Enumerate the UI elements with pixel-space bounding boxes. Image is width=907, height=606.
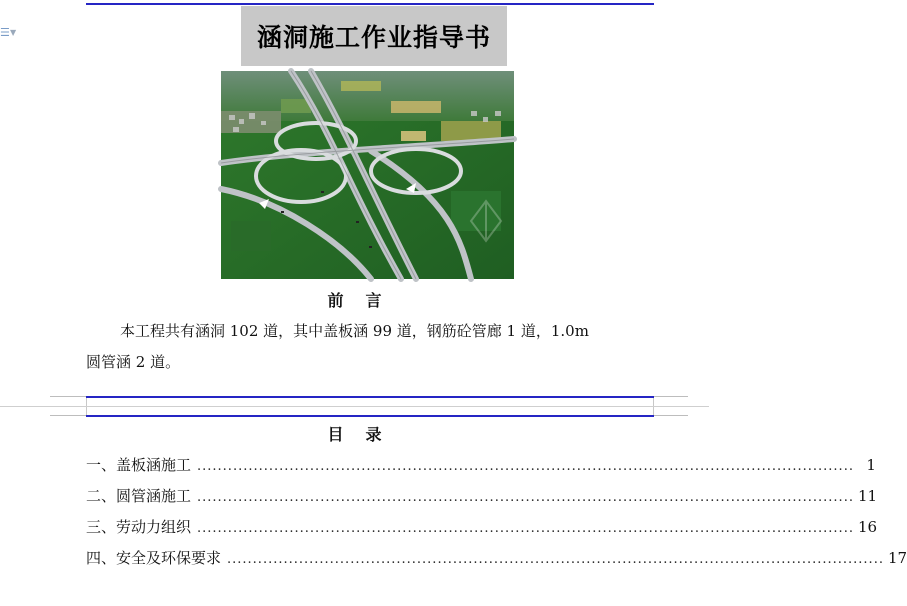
toc-entry-page: 1 [866,456,876,474]
preface-paragraph [86,316,656,378]
title-highlight [241,6,507,66]
chevron-down-icon: ▼ [10,28,17,37]
preface-heading: 前言 [327,291,404,310]
toc-entry[interactable] [86,512,878,543]
page-corner-mark [50,415,86,416]
preface-line-2: 圆管涵 2 道。 [86,353,181,371]
toc-entry[interactable] [86,450,876,481]
toc-entry-page: 16 [857,518,878,536]
toc-entry[interactable] [86,543,907,574]
toc-entry-label: 一、盖板涵施工 [86,456,192,474]
toc-entry-label: 二、圆管涵施工 [86,487,192,505]
paragraph-style-icon: ☰ [0,26,10,39]
toc-heading: 目录 [327,425,404,444]
toc-leader-dots: ................................................................................................................................ [197,521,854,536]
toc-leader-dots: ................................................................................................................................ [197,490,854,505]
toc-entry[interactable] [86,481,878,512]
toc-leader-dots: ................................................................................................................................ [227,552,884,567]
page-separator [0,406,709,407]
highway-interchange-photo [221,71,514,279]
toc-entry-label: 四、安全及环保要求 [86,549,222,567]
toc-leader-dots: ................................................................................................................................ [197,459,854,474]
toc-entry-label: 三、劳动力组织 [86,518,192,536]
toc-entry-page: 11 [857,487,878,505]
page-corner-mark [50,396,86,397]
document-title: 涵洞施工作业指导书 [256,23,491,52]
preface-line-1: 本工程共有涵洞 102 道，其中盖板涵 99 道，钢筋砼管廊 1 道，1.0m [120,322,589,340]
header-rule [86,3,654,5]
side-toolbar-button[interactable] [0,22,20,44]
page-corner-mark [654,396,688,397]
toc-entry-page: 17 [887,549,907,567]
page-corner-mark [654,415,688,416]
table-of-contents [86,450,907,574]
header-rule [86,415,654,417]
